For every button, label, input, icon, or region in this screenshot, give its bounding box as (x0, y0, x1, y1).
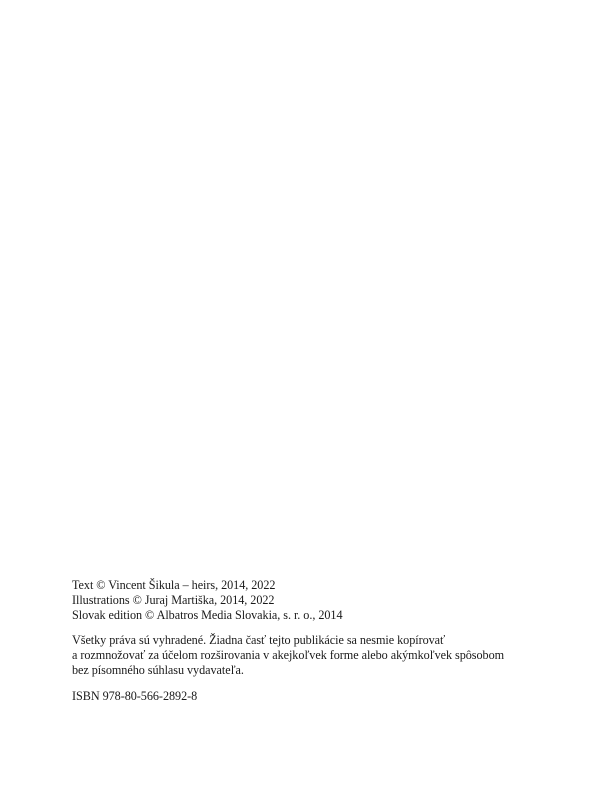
rights-notice (72, 633, 592, 677)
illustrations-credit: Illustrations © Juraj Martiška, 2014, 2022 (72, 592, 275, 607)
imprint-section (72, 578, 592, 704)
isbn-block (72, 689, 592, 704)
credits-block (72, 578, 592, 622)
edition-credit: Slovak edition © Albatros Media Slovakia, s. r. o., 2014 (72, 607, 343, 622)
isbn: ISBN 978-80-566-2892-8 (72, 688, 198, 703)
rights-line: Všetky práva sú vyhradené. Žiadna časť tejto publikácie sa nesmie kopírovať (72, 633, 446, 648)
rights-line: bez písomného súhlasu vydavateľa. (72, 662, 244, 677)
rights-line: a rozmnožovať za účelom rozširovania v akejkoľvek forme alebo akýmkoľvek spôsobom (72, 648, 505, 663)
text-credit: Text © Vincent Šikula – heirs, 2014, 2022 (72, 578, 276, 592)
